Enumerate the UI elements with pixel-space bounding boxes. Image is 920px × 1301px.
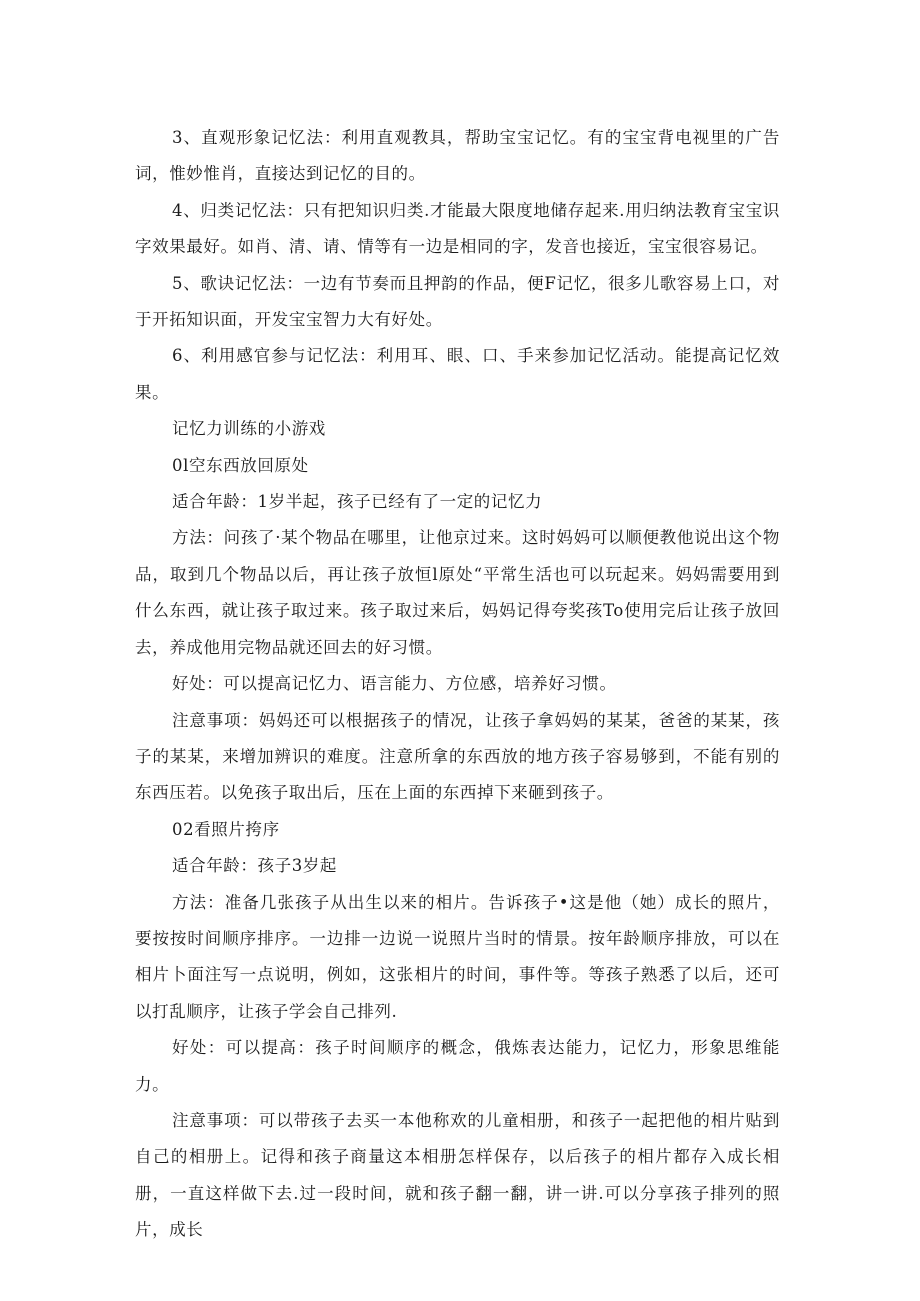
paragraph-method-5: 5、歌诀记忆法：一边有节奏而且押韵的作品，便F记忆，很多儿歌容易上口，对于开拓知识面，开发宝宝智力大有好处。	[135, 273, 780, 330]
paragraph-method-3: 3、直观形象记忆法：利用直观教具，帮助宝宝记忆。有的宝宝背电视里的广告词，惟妙惟肖，直接达到记忆的目的。	[135, 128, 780, 184]
game-2-method: 方法：准备几张孩子从出生以来的相片。告诉孩子•这是他（她）成长的照片，要按按时间顺序排序。一边排一边说一说照片当时的情景。按年龄顺序排放，可以在相片卜面注写一点说明，例如，这张相片的时间，事件等。等孩子熟悉了以后，还可以打乱顺序，让孩子学会自己排列.	[135, 892, 780, 1021]
game-2-title: 02看照片挎序	[172, 819, 280, 839]
document-body	[135, 120, 780, 1249]
game-2-age: 适合年龄：孩子3岁起	[172, 856, 337, 876]
section-heading-games: 记忆力训练的小游戏	[172, 419, 326, 439]
game-1-title: 0l空东西放回原处	[172, 455, 309, 475]
paragraph-method-6: 6、利用感官参与记忆法：利用耳、眼、口、手来参加记忆活动。能提高记忆效果。	[135, 346, 780, 402]
game-2-benefit: 好处：可以提高：孩子时间顺序的概念，俄炼表达能力，记忆力，形象思维能力。	[135, 1038, 780, 1094]
paragraph-method-4: 4、归类记忆法：只有把知识归类.才能最大限度地储存起来.用归纳法教育宝宝识字效果最好。如肖、清、请、情等有一边是相同的字，发音也接近，宝宝很容易记。	[135, 200, 780, 257]
game-1-age: 适合年龄：1岁半起，孩子已经有了一定的记忆力	[172, 492, 543, 512]
game-1-method: 方法：问孩了·某个物品在哪里，让他京过来。这时妈妈可以顺便教他说出这个物品，取到几个物品以后，再让孩子放恒l原处“平常生活也可以玩起来。妈妈需要用到什么东西，就让孩子取过来。孩子取过来后，妈妈记得夸奖孩To使用完后让孩子放回去，养成他用完物品就还回去的好习惯。	[135, 528, 780, 657]
game-2-notes: 注意事项：可以带孩子去买一本他称欢的儿童相册，和孩子一起把他的相片贴到自己的相册上。记得和孩子商量这本相册怎样保存，以后孩子的相片都存入成长相册，一直这样做下去.过一段时间，就和孩子翻一翻，讲一讲.可以分享孩子排列的照片，成长	[135, 1110, 780, 1240]
game-1-benefit: 好处：可以提高记忆力、语言能力、方位感，培养好习惯。	[172, 674, 617, 694]
game-1-notes: 注意事项：妈妈还可以根据孩子的情况，让孩子拿妈妈的某某，爸爸的某某，孩子的某某，来增加辨识的难度。注意所拿的东西放的地方孩子容易够到，不能有别的东西压若。以免孩子取出后，压在上面的东西掉下来砸到孩子。	[135, 710, 780, 803]
